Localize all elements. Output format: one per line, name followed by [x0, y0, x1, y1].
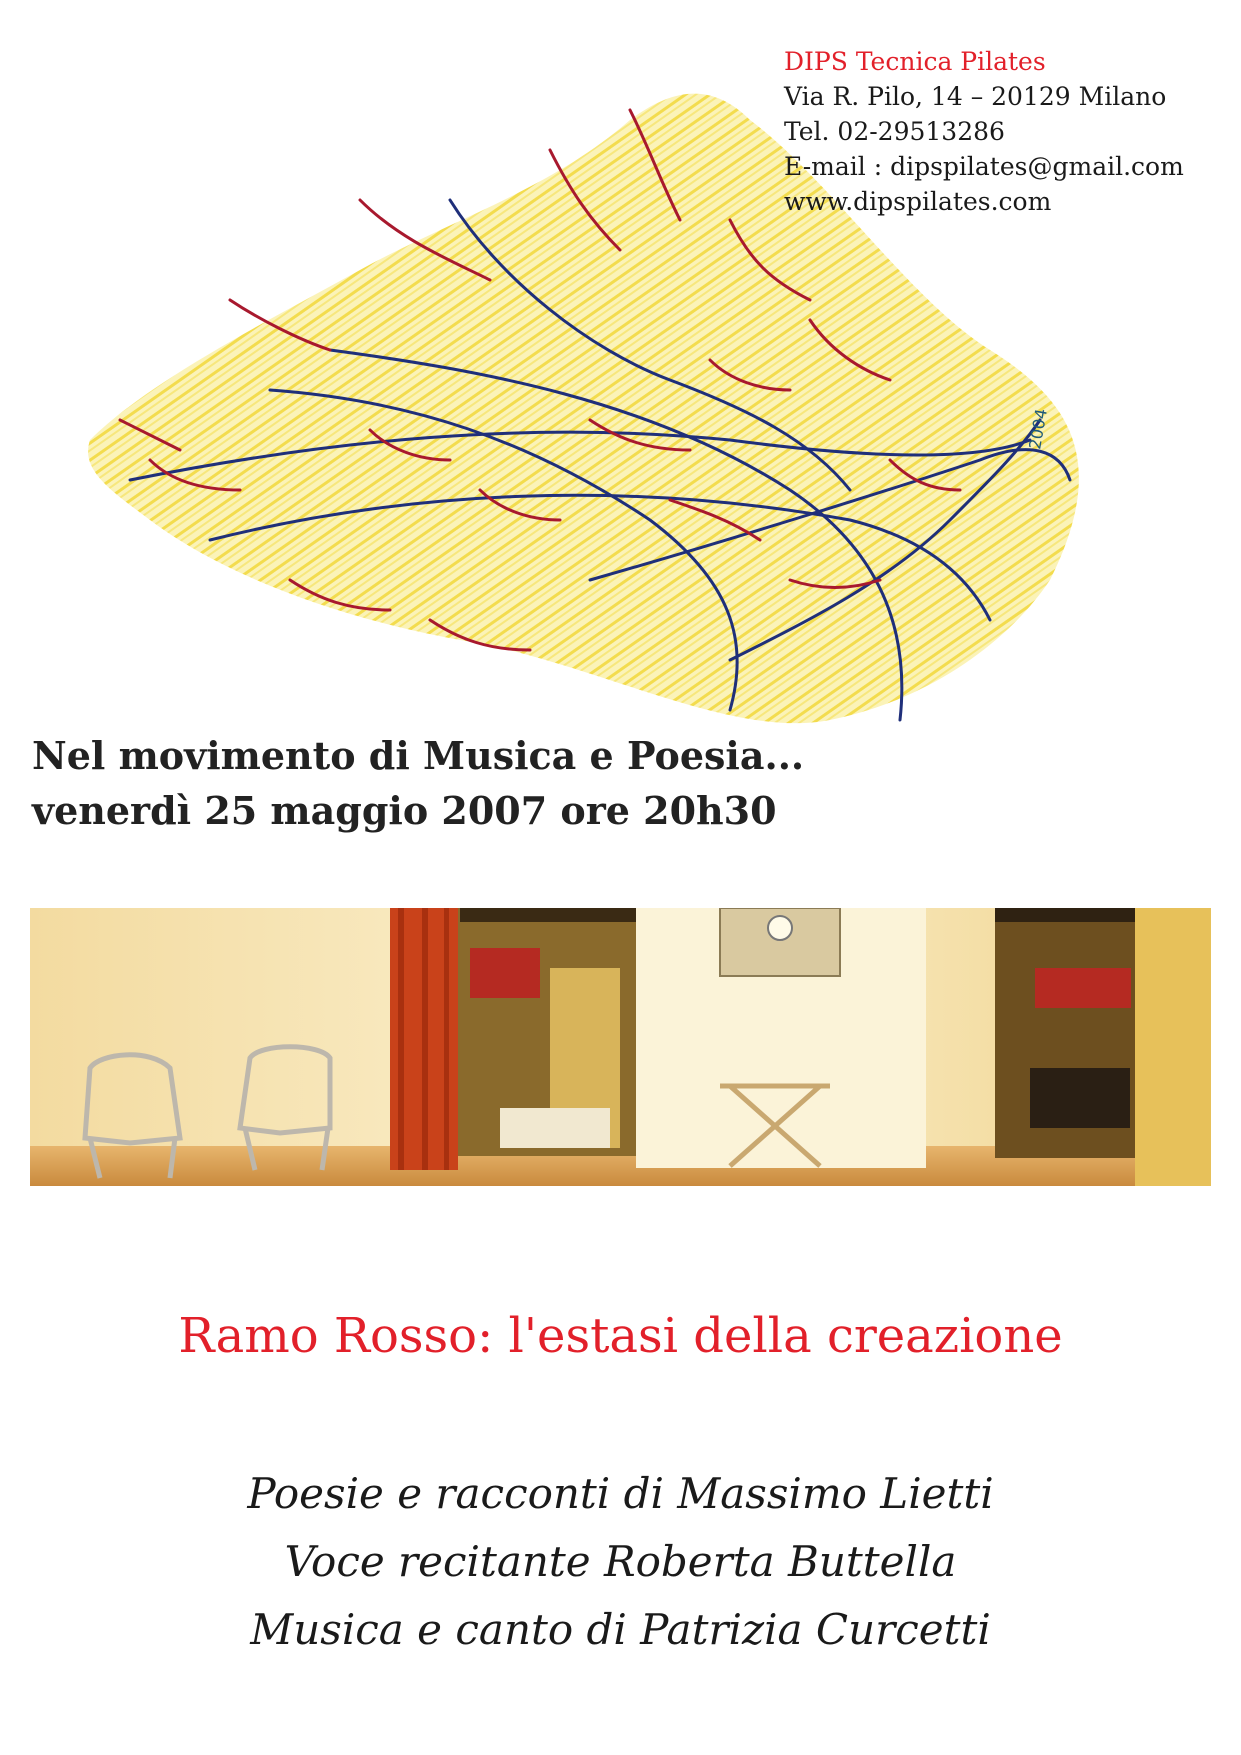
contact-block — [784, 44, 1184, 219]
phone: Tel. 02-29513286 — [784, 117, 1005, 146]
website-link[interactable]: www.dipspilates.com — [784, 187, 1052, 216]
wall-lamp — [768, 916, 792, 940]
event-title: Ramo Rosso: l'estasi della creazione — [178, 1308, 1063, 1364]
credit-music: Musica e canto di Patrizia Curcetti — [250, 1605, 991, 1654]
studio-photo — [30, 908, 1211, 1186]
headline-date: venerdì 25 maggio 2007 ore 20h30 — [32, 788, 777, 833]
email[interactable]: E-mail : dipspilates@gmail.com — [784, 152, 1184, 181]
artist-signature: 2004 — [1025, 407, 1052, 451]
address: Via R. Pilo, 14 – 20129 Milano — [784, 82, 1167, 111]
headline — [32, 728, 804, 838]
credit-poems: Poesie e racconti di Massimo Lietti — [247, 1469, 994, 1518]
headline-line-1: Nel movimento di Musica e Poesia... — [32, 733, 805, 778]
credits-block — [0, 1460, 1241, 1664]
credit-voice: Voce recitante Roberta Buttella — [284, 1537, 957, 1586]
organization-name: DIPS Tecnica Pilates — [784, 47, 1046, 76]
